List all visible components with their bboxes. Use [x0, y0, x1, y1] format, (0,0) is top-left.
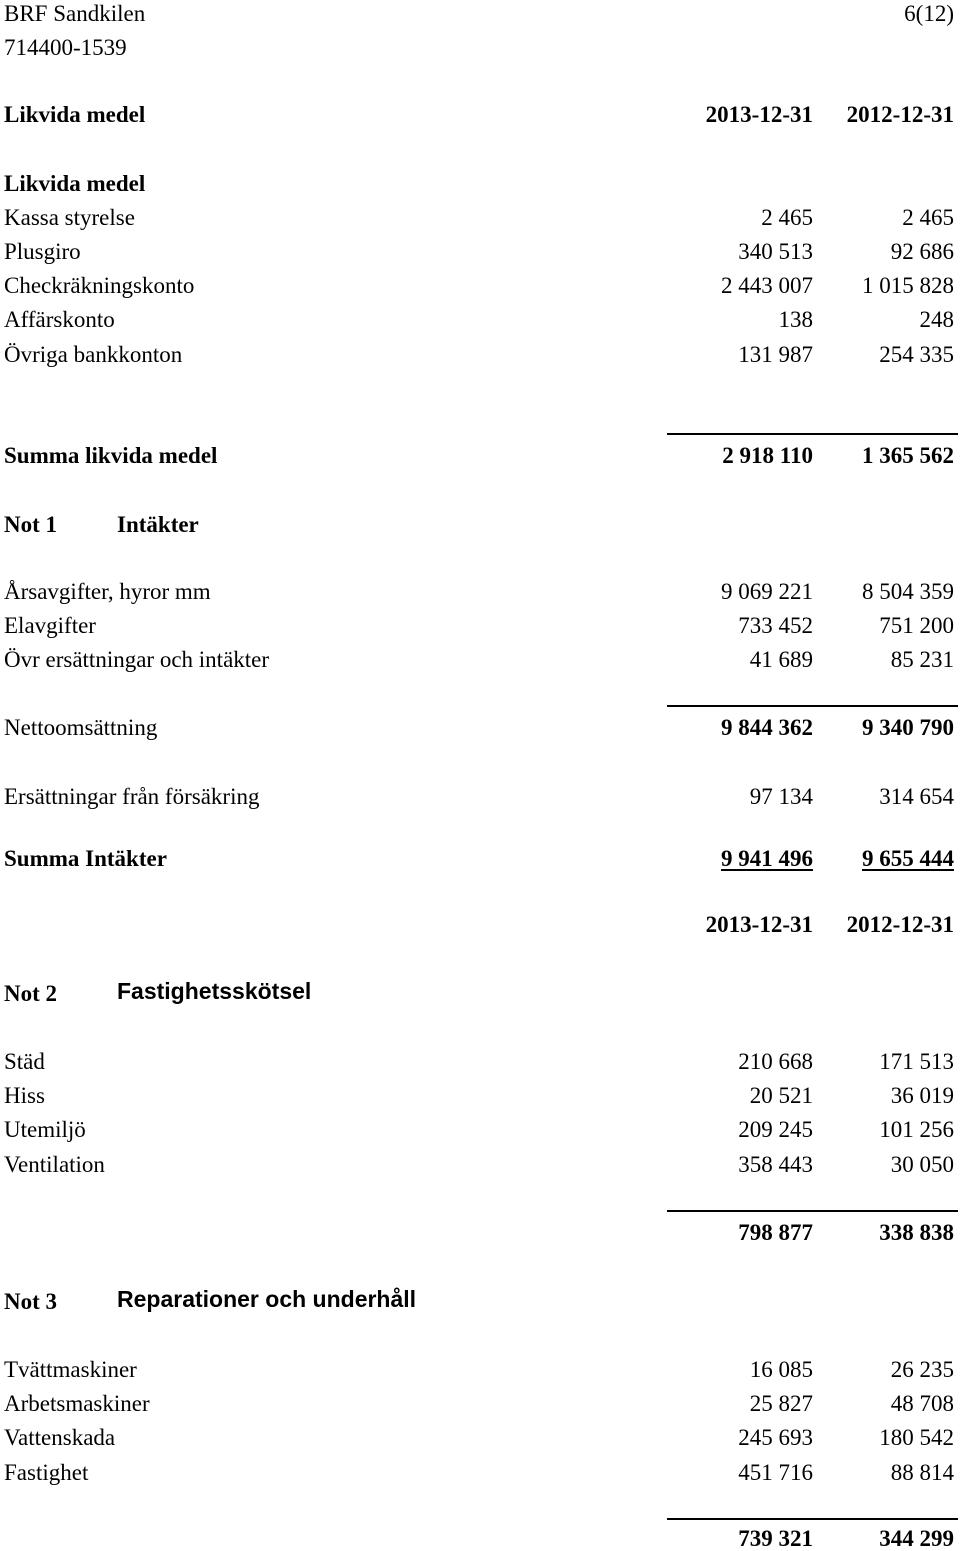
row-value-2013: 25 827 — [749, 1391, 813, 1416]
netto-value-2012: 9 340 790 — [862, 715, 954, 740]
total-value-2012: 338 838 — [879, 1220, 954, 1245]
sum-divider — [667, 1518, 958, 1520]
row-value-2012: 248 — [919, 307, 954, 332]
column-header-2013: 2013-12-31 — [705, 102, 813, 127]
row-label: Städ — [4, 1049, 45, 1074]
row-value-2013: 97 134 — [749, 784, 813, 809]
row-value-2013: 20 521 — [749, 1083, 813, 1108]
row-value-2013: 2 443 007 — [721, 273, 813, 298]
total-value-2013: 9 941 496 — [721, 846, 813, 871]
sum-divider — [667, 433, 958, 435]
total-value-2012: 9 655 444 — [862, 846, 954, 871]
row-label: Hiss — [4, 1083, 45, 1108]
row-label: Checkräkningskonto — [4, 273, 195, 298]
org-name: BRF Sandkilen — [4, 1, 146, 26]
row-value-2013: 245 693 — [738, 1425, 813, 1450]
sum-divider — [667, 1210, 958, 1212]
total-label: Summa likvida medel — [4, 443, 218, 468]
row-label: Plusgiro — [4, 239, 81, 264]
row-value-2012: 92 686 — [890, 239, 954, 264]
section-heading-likvida: Likvida medel — [4, 102, 146, 127]
note-number: Not 2 — [4, 981, 58, 1006]
total-value-2012: 344 299 — [879, 1526, 954, 1551]
row-label: Kassa styrelse — [4, 205, 135, 230]
row-label: Vattenskada — [4, 1425, 116, 1450]
row-value-2013: 733 452 — [738, 613, 813, 638]
row-value-2012: 36 019 — [890, 1083, 954, 1108]
row-value-2013: 2 465 — [761, 205, 813, 230]
row-value-2012: 30 050 — [890, 1152, 954, 1177]
note-title: Fastighetsskötsel — [117, 978, 312, 1004]
row-label: Fastighet — [4, 1460, 89, 1485]
netto-label: Nettoomsättning — [4, 715, 158, 740]
row-value-2012: 180 542 — [879, 1425, 954, 1450]
row-value-2013: 131 987 — [738, 342, 813, 367]
total-value-2012: 1 365 562 — [862, 443, 954, 468]
row-value-2013: 41 689 — [749, 647, 813, 672]
row-value-2013: 9 069 221 — [721, 579, 813, 604]
row-label: Övr ersättningar och intäkter — [4, 647, 270, 672]
row-value-2012: 48 708 — [890, 1391, 954, 1416]
column-header-2013: 2013-12-31 — [705, 912, 813, 937]
row-value-2012: 26 235 — [890, 1357, 954, 1382]
row-value-2012: 101 256 — [879, 1117, 954, 1142]
total-value-2013: 2 918 110 — [722, 443, 813, 468]
row-value-2012: 314 654 — [879, 784, 954, 809]
total-value-2013: 739 321 — [738, 1526, 813, 1551]
note-number: Not 3 — [4, 1289, 58, 1314]
total-value-2013: 798 877 — [738, 1220, 813, 1245]
row-value-2013: 138 — [778, 307, 813, 332]
row-label: Övriga bankkonton — [4, 342, 183, 367]
row-value-2013: 210 668 — [738, 1049, 813, 1074]
note-title: Reparationer och underhåll — [117, 1286, 417, 1312]
netto-value-2013: 9 844 362 — [721, 715, 813, 740]
row-value-2012: 8 504 359 — [862, 579, 954, 604]
subheading-likvida: Likvida medel — [4, 171, 146, 196]
column-header-2012: 2012-12-31 — [846, 912, 954, 937]
row-value-2013: 16 085 — [749, 1357, 813, 1382]
total-label: Summa Intäkter — [4, 846, 167, 871]
row-label: Arbetsmaskiner — [4, 1391, 150, 1416]
row-value-2012: 85 231 — [890, 647, 954, 672]
org-number: 714400-1539 — [4, 35, 127, 60]
note-title: Intäkter — [117, 512, 199, 537]
row-value-2013: 209 245 — [738, 1117, 813, 1142]
row-value-2012: 171 513 — [879, 1049, 954, 1074]
row-value-2012: 254 335 — [879, 342, 954, 367]
note-number: Not 1 — [4, 512, 58, 537]
row-label: Ersättningar från försäkring — [4, 784, 260, 809]
row-value-2013: 451 716 — [738, 1460, 813, 1485]
row-value-2012: 88 814 — [890, 1460, 954, 1485]
row-label: Elavgifter — [4, 613, 96, 638]
row-label: Utemiljö — [4, 1117, 86, 1142]
row-value-2012: 1 015 828 — [862, 273, 954, 298]
row-label: Ventilation — [4, 1152, 105, 1177]
row-value-2012: 2 465 — [902, 205, 954, 230]
row-label: Årsavgifter, hyror mm — [4, 579, 211, 604]
page-number: 6(12) — [904, 1, 954, 26]
row-value-2013: 358 443 — [738, 1152, 813, 1177]
sum-divider — [667, 705, 958, 707]
row-label: Tvättmaskiner — [4, 1357, 137, 1382]
column-header-2012: 2012-12-31 — [846, 102, 954, 127]
row-value-2013: 340 513 — [738, 239, 813, 264]
row-label: Affärskonto — [4, 307, 115, 332]
row-value-2012: 751 200 — [879, 613, 954, 638]
